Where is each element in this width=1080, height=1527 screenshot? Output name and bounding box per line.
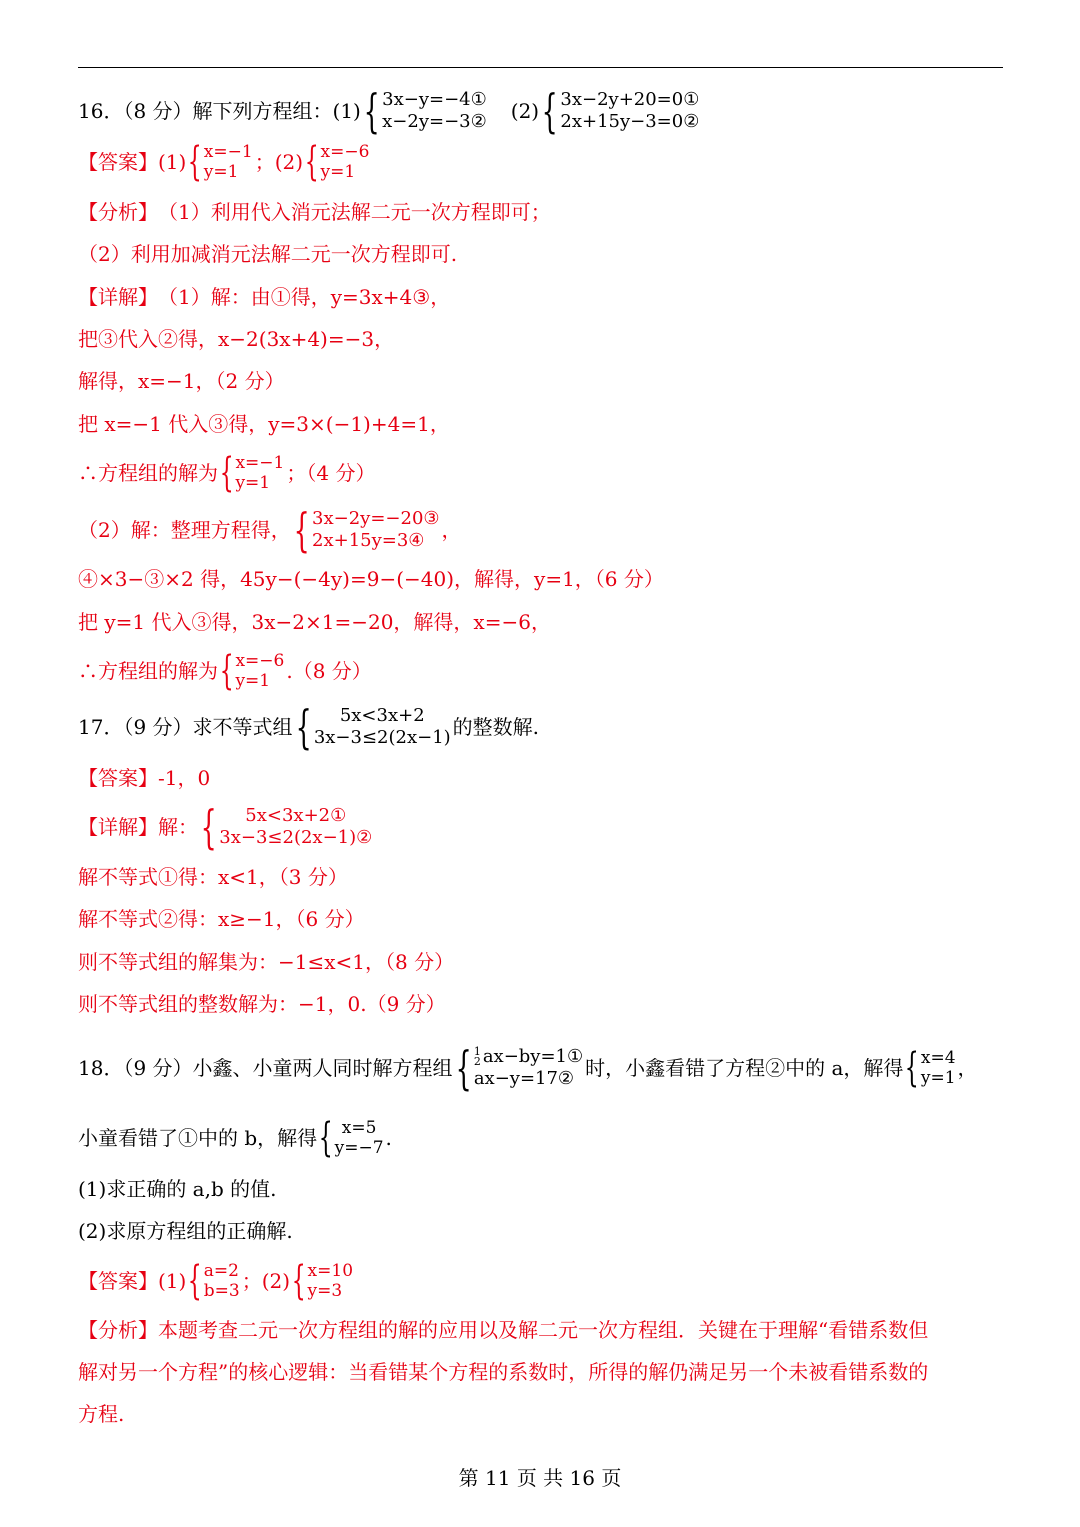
header-rule — [78, 67, 1003, 68]
q17-detail-line: 则不等式组的解集为：−1≤x<1，（8 分） — [78, 950, 455, 974]
q18-system: { 1 2 ax−by=1① ax−y=17② — [455, 1041, 584, 1095]
q16-system-1: { 3x−y=−4① x−2y=−3② — [363, 84, 487, 138]
q18-part2: (2)求原方程组的正确解. — [78, 1219, 293, 1243]
q16-answer: 【答案】 (1) { x=−1 y=1 ；(2) { x=−6 y=1 — [78, 139, 370, 185]
q16-detail-line: 把 y=1 代入③得，3x−2×1=−20，解得，x=−6， — [78, 610, 551, 634]
q18-analysis: 【分析】 本题考查二元一次方程组的解的应用以及解二元一次方程组．关键在于理解“看错系数但 — [78, 1318, 929, 1342]
q17-stem: 17．（9 分）求不等式组 { 5x<3x+2 3x−3≤2(2x−1) 的整数解. — [78, 700, 540, 754]
q16-analysis: 【分析】 （1）利用代入消元法解二元一次方程即可； — [78, 200, 551, 224]
q18-part1: (1)求正确的 a,b 的值. — [78, 1177, 277, 1201]
q18-analysis-line: 解对另一个方程”的核心逻辑：当看错某个方程的系数时，所得的解仍满足另一个未被看错系数的 — [78, 1360, 929, 1384]
q17-detail-line: 解不等式①得：x<1，（3 分） — [78, 865, 348, 889]
q16-system-2: { 3x−2y+20=0① 2x+15y−3=0② — [541, 84, 700, 138]
q17-detail-line: 则不等式组的整数解为：−1，0.（9 分） — [78, 992, 446, 1016]
q16-detail-line: 解得，x=−1，（2 分） — [78, 369, 285, 393]
q16-detail-solution-2: ∴方程组的解为 { x=−6 y=1 .（8 分） — [78, 648, 372, 694]
page-footer: 第 11 页 共 16 页 — [458, 1466, 622, 1490]
q16-detail: 【详解】 （1）解：由①得，y=3x+4③， — [78, 285, 451, 309]
q18-analysis-line: 方程. — [78, 1402, 125, 1426]
q16-analysis-line2: （2）利用加减消元法解二元一次方程即可. — [78, 242, 458, 266]
q16-detail-line: ④×3−③×2 得，45y−(−4y)=9−(−40)，解得，y=1，（6 分） — [78, 567, 664, 591]
q16-detail-part2: （2）解：整理方程得， { 3x−2y=−20③ 2x+15y=3④ ， — [78, 503, 462, 557]
q16-detail-solution-1: ∴方程组的解为 { x=−1 y=1 ；（4 分） — [78, 450, 376, 496]
q17-detail-line: 解不等式②得：x≥−1，（6 分） — [78, 907, 365, 931]
q17-answer: 【答案】 -1，0 — [78, 766, 211, 790]
q18-stem: 18．（9 分）小鑫、小童两人同时解方程组 { 1 2 ax−by=1① ax−y=17② 时，小鑫看错了方程②中的 a，解得 { x=4 y=1 ， — [78, 1041, 978, 1095]
q17-detail: 【详解】 解： { 5x<3x+2① 3x−3≤2(2x−1)② — [78, 800, 373, 854]
q16-detail-line: 把③代入②得，x−2(3x+4)=−3， — [78, 327, 395, 351]
q16-detail-line: 把 x=−1 代入③得，y=3×(−1)+4=1， — [78, 412, 450, 436]
q18-answer: 【答案】 (1) { a=2 b=3 ；(2) { x=10 y=3 — [78, 1258, 354, 1304]
q16-stem: 16．（8 分）解下列方程组：(1) { 3x−y=−4① x−2y=−3② (2) { 3x−2y+20=0① 2x+15y−3=0② — [78, 84, 700, 138]
q18-stem-line2: 小童看错了①中的 b，解得 { x=5 y=−7 . — [78, 1115, 392, 1161]
